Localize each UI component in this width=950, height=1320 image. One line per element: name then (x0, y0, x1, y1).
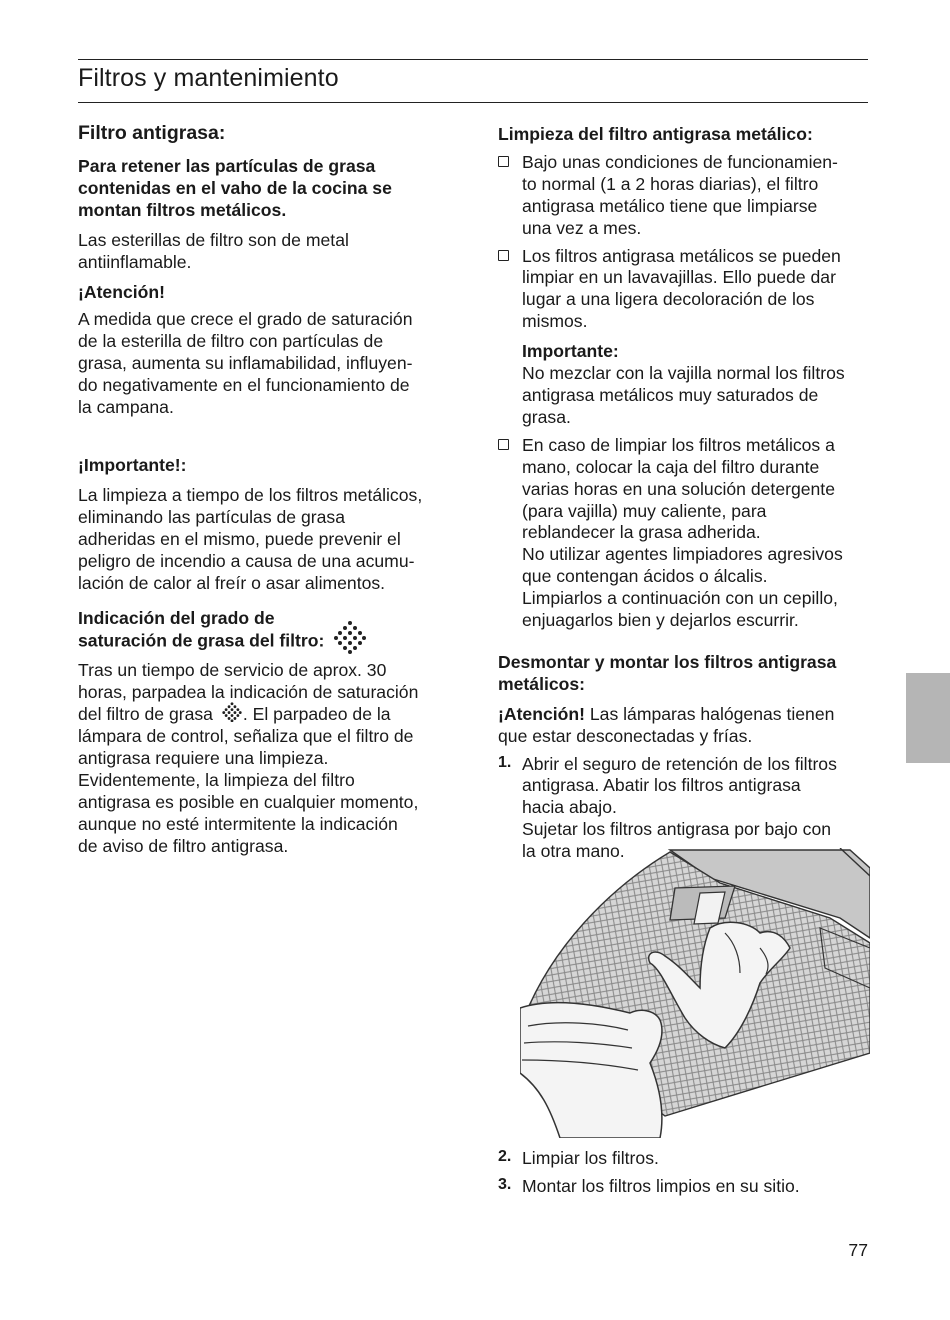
intro-paragraph: Para retener las partículas de grasa contenidas en el vaho de la cocina se montan filtros metálicos. (78, 156, 392, 220)
grease-filter-inline-icon (222, 702, 242, 722)
steps-continued (498, 1148, 870, 1198)
left-column (78, 120, 450, 857)
step-item: 3. Montar los filtros limpios en su sitio. (498, 1175, 800, 1196)
header-rule-bottom (78, 102, 868, 103)
bullet-item: Los filtros antigrasa metálicos se pueden limpiar en un lavavajillas. Ello puede dar lugar a una ligera decoloración de los mismos. (498, 246, 870, 334)
bullet-item: En caso de limpiar los filtros metálicos a mano, colocar la caja del filtro durante varias horas en una solución detergente (para vajilla) muy caliente, para reblandecer la grasa adherida. No utilizar agentes limpiadores agresivos que contengan ácidos o álcalis. Limpiarlos a continuación con un cepillo, enjuagarlos bien y dejarlos escurrir. (498, 435, 870, 632)
desmontar-heading: Desmontar y montar los filtros antigrasa metálicos: (498, 651, 837, 694)
checkbox-bullet-icon (498, 439, 509, 450)
importante-label: ¡Importante!: (78, 454, 187, 475)
checkbox-bullet-icon (498, 156, 509, 167)
checkbox-bullet-icon (498, 250, 509, 261)
header-rule-top (78, 59, 868, 60)
step-item: 2. Limpiar los filtros. (498, 1148, 659, 1168)
side-section-tab (906, 673, 950, 763)
page-title: Filtros y mantenimiento (78, 64, 339, 92)
section-heading-filtro-antigrasa: Filtro antigrasa: (78, 122, 226, 144)
step-item: 1. Abrir el seguro de retención de los filtros antigrasa. Abatir los filtros antigrasa hacia abajo. Sujetar los filtros antigrasa por bajo con la otra mano. (498, 753, 837, 862)
paragraph-saturacion: A medida que crece el grado de saturación de la esterilla de filtro con partículas de grasa, aumenta su inflamabilidad, influyen- do negativamente en el funcionamiento de la campana. (78, 309, 413, 418)
atencion-label: ¡Atención! (78, 281, 165, 302)
page-number: 77 (848, 1240, 868, 1260)
atencion-paragraph: ¡Atención! Las lámparas halógenas tienen que estar desconectadas y frías. (498, 703, 835, 746)
paragraph-esterillas: Las esterillas de filtro son de metal antiinflamable. (78, 229, 349, 272)
indicacion-heading: Indicación del grado de saturación de grasa del filtro: (78, 608, 450, 654)
importante-label: Importante: (522, 341, 619, 362)
paragraph-limpieza-a-tiempo: La limpieza a tiempo de los filtros metálicos, eliminando las partículas de grasa adheridas en el mismo, puede prevenir el peligro de incendio a causa de una acumu- lación de calor al freír o asar alimentos. (78, 484, 423, 593)
right-column (498, 124, 870, 863)
importante-note: Importante: No mezclar con la vajilla normal los filtros antigrasa metálicos muy saturados de grasa. (498, 341, 870, 429)
grease-filter-icon (333, 620, 367, 654)
filter-removal-illustration (520, 848, 870, 1138)
bullet-item: Bajo unas condiciones de funcionamien- to normal (1 a 2 horas diarias), el filtro antigrasa metálico tiene que limpiarse una vez a mes. (498, 152, 870, 240)
paragraph-tras-un-tiempo: Tras un tiempo de servicio de aprox. 30 horas, parpadea la indicación de saturación del filtro de grasa . El parpadeo de la lámpara de control, señaliza que el filtro de antigrasa requiere una limpieza. Evidentemente, la limpieza del filtro antigrasa es posible en cualquier momento, aunque no esté intermitente la indicación de aviso de filtro antigrasa. (78, 660, 419, 856)
limpieza-heading: Limpieza del filtro antigrasa metálico: (498, 124, 813, 144)
